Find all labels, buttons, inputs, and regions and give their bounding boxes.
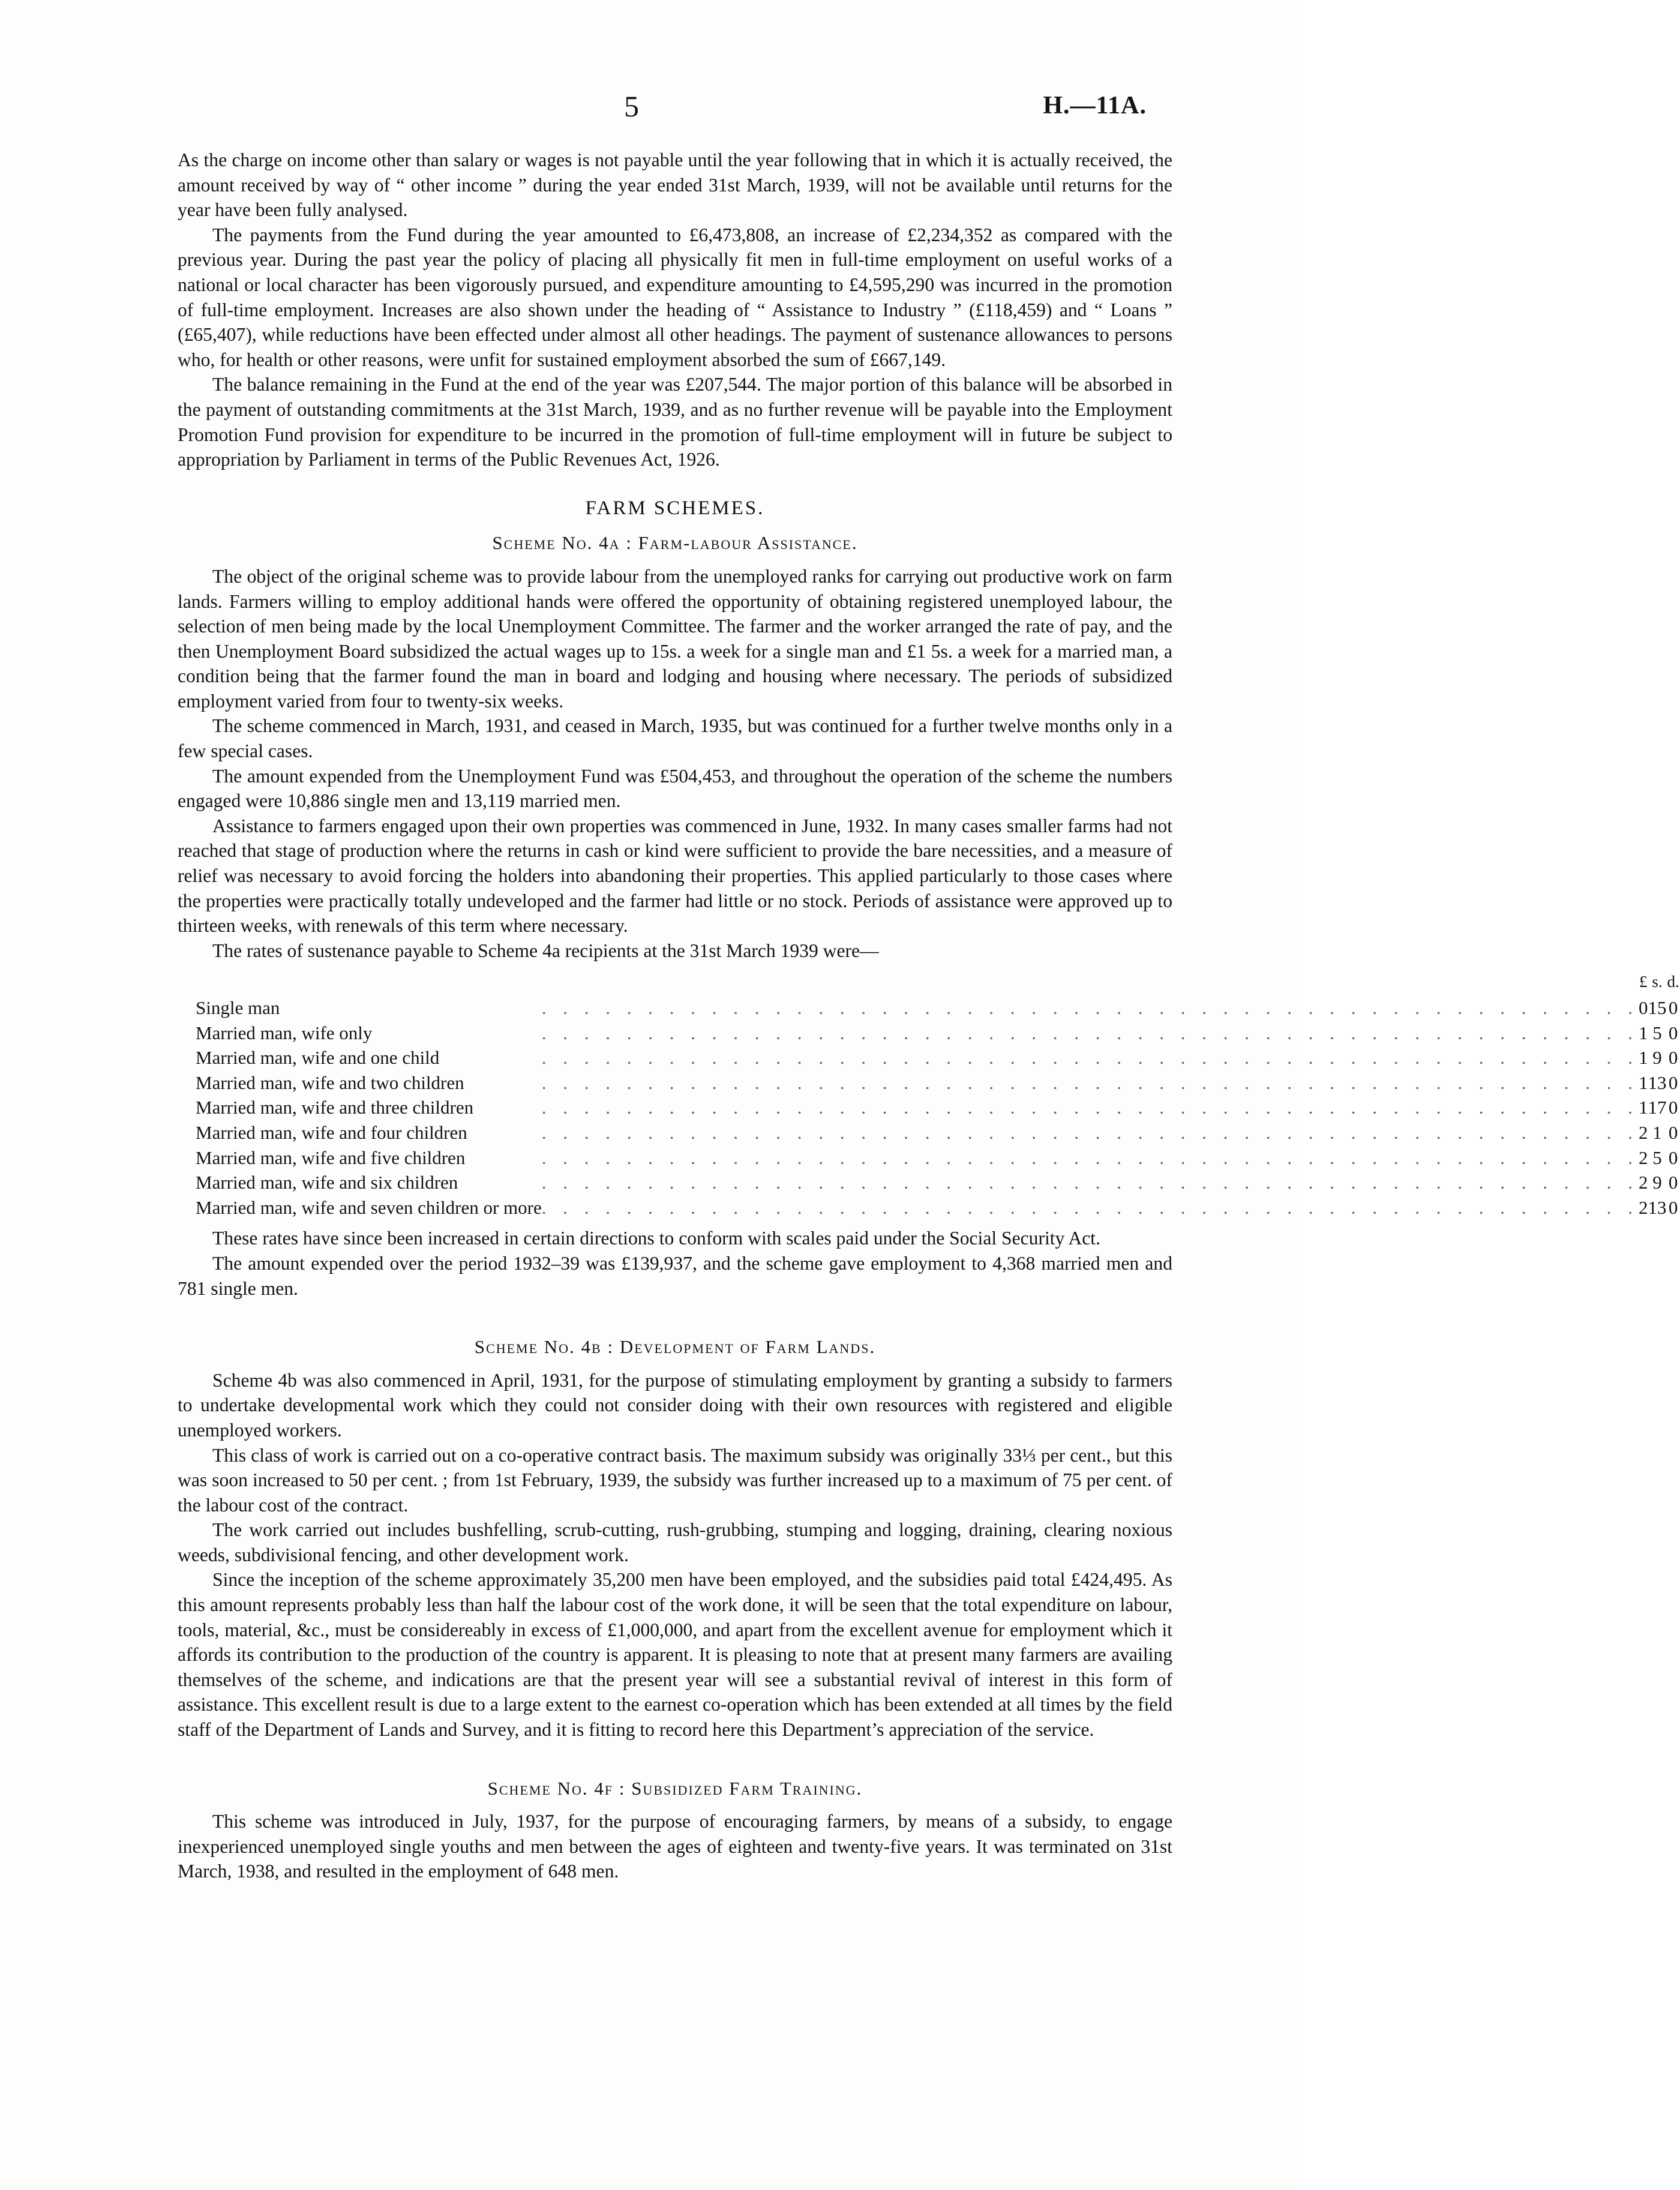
scheme-4a-heading: Scheme No. 4a : Farm-labour Assistance. — [492, 532, 858, 554]
sustenance-rates-table — [178, 969, 1680, 1220]
rate-pounds: 2 — [1638, 1172, 1648, 1193]
rate-shillings: 17 — [1648, 1097, 1667, 1118]
page-number: 5 — [624, 89, 639, 123]
scheme-4a-paragraph: The amount expended from the Unemployment Fund was £504,453, and throughout the operation of the scheme the numbers engaged were 10,886 single men and 13,119 married men. — [178, 765, 1172, 812]
rate-shillings: 13 — [1648, 1196, 1667, 1218]
table-row — [178, 1120, 1680, 1145]
table-row — [178, 1021, 1680, 1046]
rate-pence: 0 — [1668, 1097, 1678, 1118]
rate-shillings: 9 — [1652, 1047, 1662, 1069]
rate-pounds: 1 — [1638, 1072, 1648, 1093]
rate-pence: 0 — [1668, 1047, 1678, 1069]
rate-pence: 0 — [1668, 997, 1678, 1018]
rate-pounds: 2 — [1638, 1147, 1648, 1168]
rate-pence: 0 — [1668, 1172, 1678, 1193]
dot-leader: . . . . . . . . . . . . . . . . . . . . . . . . . . . . . . . . . . . . . . . . . . . . . . . . . . . . — [541, 1097, 1639, 1118]
scheme-4a-paragraph: Assistance to farmers engaged upon their own properties was commenced in June, 1932. In many cases smaller farms had not reached that stage of production where the returns in cash or kind were sufficient to provide the bare necessities, and a measure of relief was necessary to avoid forcing the holders into abandoning their properties. This applied particularly to those cases where the properties were practically totally undeveloped and the farmer had little or no stock. Periods of assistance were approved up to thirteen weeks, with renewals of this term where necessary. — [178, 815, 1172, 937]
rate-description: Married man, wife and six children — [196, 1172, 458, 1193]
dot-leader: . . . . . . . . . . . . . . . . . . . . . . . . . . . . . . . . . . . . . . . . . . . . . . . . . . . . — [541, 1147, 1639, 1168]
scheme-4a-paragraph: The amount expended over the period 1932–39 was £139,937, and the scheme gave employment to 4,368 married men and 781 single men. — [178, 1252, 1172, 1299]
rate-description: Married man, wife and one child — [196, 1047, 440, 1069]
rate-pounds: 1 — [1638, 1022, 1648, 1043]
scheme-4a-paragraph: The object of the original scheme was to provide labour from the unemployed ranks for carrying out productive work on farm lands. Farmers willing to employ additional hands were offered the opportunity of obtaining registered unemployed labour, the selection of men being made by the local Unemployment Committee. The farmer and the worker arranged the rate of pay, and the then Unemployment Board subsidized the actual wages up to 15s. a week for a single man and £1 5s. a week for a married man, a condition being that the farmer found the man in board and lodging and housing where necessary. The periods of subsidized employment varied from four to twenty-six weeks. — [178, 565, 1172, 712]
dot-leader: . . . . . . . . . . . . . . . . . . . . . . . . . . . . . . . . . . . . . . . . . . . . . . . . . . . . — [541, 1172, 1639, 1193]
intro-paragraph: As the charge on income other than salary or wages is not payable until the year following that in which it is actually received, the amount received by way of “ other income ” during the year ended 31st March, 1939, will not be available until returns for the year have been fully analysed. — [178, 149, 1172, 221]
document-body — [178, 148, 1679, 1884]
intro-paragraph: The payments from the Fund during the year amounted to £6,473,808, an increase of £2,234,352 as compared with the previous year. During the past year the policy of placing all physically fit men in full-time employment on useful works of a national or local character has been vigorously pursued, and expenditure amounting to £4,595,290 was incurred in the promotion of full-time employment. Increases are also shown under the heading of “ Assistance to Industry ” (£118,459) and “ Loans ” (£65,407), while reductions have been effected under almost all other headings. The payment of sustenance allowances to persons who, for health or other reasons, were unfit for sustained employment absorbed the sum of £667,149. — [178, 224, 1172, 370]
scheme-4b-heading: Scheme No. 4b : Development of Farm Lands. — [474, 1336, 876, 1358]
scheme-4a-paragraph: The rates of sustenance payable to Scheme 4a recipients at the 31st March 1939 were— — [212, 940, 879, 961]
table-header-row — [178, 969, 1680, 995]
dot-leader: . . . . . . . . . . . . . . . . . . . . . . . . . . . . . . . . . . . . . . . . . . . . . . . . . . . . — [541, 1022, 1639, 1043]
rate-description: Married man, wife and five children — [196, 1147, 466, 1168]
scheme-4f-heading: Scheme No. 4f : Subsidized Farm Training. — [487, 1777, 863, 1799]
rate-shillings: 9 — [1652, 1172, 1662, 1193]
document-reference: H.—11A. — [1043, 92, 1147, 119]
rate-pounds: 0 — [1638, 997, 1648, 1018]
rate-pence: 0 — [1668, 1072, 1678, 1093]
scheme-4b-paragraph: The work carried out includes bushfelling, scrub-cutting, rush-grubbing, stumping and logging, draining, clearing noxious weeds, subdivisional fencing, and other development work. — [178, 1519, 1172, 1565]
rate-description: Married man, wife and two children — [196, 1072, 464, 1093]
rate-shillings: 5 — [1652, 1022, 1662, 1043]
rate-description: Married man, wife and seven children or more — [196, 1196, 542, 1218]
rate-description: Married man, wife and four children — [196, 1121, 467, 1143]
rate-shillings: 1 — [1652, 1121, 1662, 1143]
dot-leader: . . . . . . . . . . . . . . . . . . . . . . . . . . . . . . . . . . . . . . . . . . . . . . . . . . . . — [541, 997, 1639, 1018]
dot-leader: . . . . . . . . . . . . . . . . . . . . . . . . . . . . . . . . . . . . . . . . . . . . . . . . . . . . — [541, 1072, 1639, 1093]
rate-pounds: 2 — [1638, 1196, 1648, 1218]
column-header-pounds: £ — [1639, 973, 1648, 991]
rate-pounds: 2 — [1638, 1121, 1648, 1143]
column-header-shillings: s. — [1652, 973, 1663, 991]
dot-leader: . . . . . . . . . . . . . . . . . . . . . . . . . . . . . . . . . . . . . . . . . . . . . . . . . . . . — [541, 1196, 1639, 1218]
scheme-4b-paragraph: Scheme 4b was also commenced in April, 1931, for the purpose of stimulating employment by granting a subsidy to farmers to undertake developmental work which they could not consider doing with their own resources with registered and eligible unemployed workers. — [178, 1369, 1172, 1441]
page-header — [0, 89, 1297, 131]
rate-description: Married man, wife and three children — [196, 1097, 474, 1118]
table-row — [178, 1070, 1680, 1096]
farm-schemes-heading: FARM SCHEMES. — [585, 497, 765, 519]
table-row — [178, 1045, 1680, 1070]
rate-pounds: 1 — [1638, 1097, 1648, 1118]
table-row — [178, 1095, 1680, 1120]
table-row — [178, 1195, 1680, 1220]
rate-pence: 0 — [1668, 1196, 1678, 1218]
rate-shillings: 13 — [1648, 1072, 1667, 1093]
column-header-pence: d. — [1667, 973, 1679, 991]
rate-description: Married man, wife only — [196, 1022, 373, 1043]
scheme-4a-paragraph: These rates have since been increased in certain directions to conform with scales paid under the Social Security Act. — [212, 1228, 1100, 1249]
rates-table-body — [178, 995, 1680, 1220]
scheme-4b-paragraph: This class of work is carried out on a co-operative contract basis. The maximum subsidy was originally 33⅓ per cent., but this was soon increased to 50 per cent. ; from 1st February, 1939, the subsidy was further increased up to a maximum of 75 per cent. of the labour cost of the contract. — [178, 1444, 1172, 1516]
table-row — [178, 1170, 1680, 1195]
rate-shillings: 5 — [1652, 1147, 1662, 1168]
rate-pence: 0 — [1668, 1147, 1678, 1168]
rate-pence: 0 — [1668, 1121, 1678, 1143]
rate-shillings: 15 — [1648, 997, 1667, 1018]
dot-leader: . . . . . . . . . . . . . . . . . . . . . . . . . . . . . . . . . . . . . . . . . . . . . . . . . . . . — [541, 1047, 1639, 1069]
rate-description: Single man — [196, 997, 280, 1018]
scheme-4a-paragraph: The scheme commenced in March, 1931, and ceased in March, 1935, but was continued for a further twelve months only in a few special cases. — [178, 715, 1172, 762]
dot-leader: . . . . . . . . . . . . . . . . . . . . . . . . . . . . . . . . . . . . . . . . . . . . . . . . . . . . — [541, 1121, 1639, 1143]
table-row — [178, 1145, 1680, 1171]
table-row — [178, 995, 1680, 1021]
rate-pence: 0 — [1668, 1022, 1678, 1043]
rate-pounds: 1 — [1638, 1047, 1648, 1069]
intro-paragraph: The balance remaining in the Fund at the end of the year was £207,544. The major portion of this balance will be absorbed in the payment of outstanding commitments at the 31st March, 1939, and as no further revenue will be payable into the Employment Promotion Fund provision for expenditure to be incurred in the promotion of full-time employment will in future be subject to appropriation by Parliament in terms of the Public Revenues Act, 1926. — [178, 374, 1172, 470]
scheme-4b-paragraph: Since the inception of the scheme approximately 35,200 men have been employed, and the subsidies paid total £424,495. As this amount represents probably less than half the labour cost of the work done, it will be seen that the total expenditure on labour, tools, material, &c., must be considereably in excess of £1,000,000, and apart from the excellent avenue for employment which it affords its contribution to the production of the country is apparent. It is pleasing to note that at present many farmers are availing themselves of the scheme, and indications are that the present year will see a substantial revival of interest in this form of assistance. This excellent result is due to a large extent to the earnest co-operation which has been extended at all times by the field staff of the Department of Lands and Survey, and it is fitting to record here this Department’s appreciation of the service. — [178, 1569, 1172, 1741]
scheme-4f-paragraph: This scheme was introduced in July, 1937, for the purpose of encouraging farmers, by means of a subsidy, to engage inexperienced unemployed single youths and men between the ages of eighteen and twenty-five years. It was terminated on 31st March, 1938, and resulted in the employment of 648 men. — [178, 1811, 1172, 1882]
